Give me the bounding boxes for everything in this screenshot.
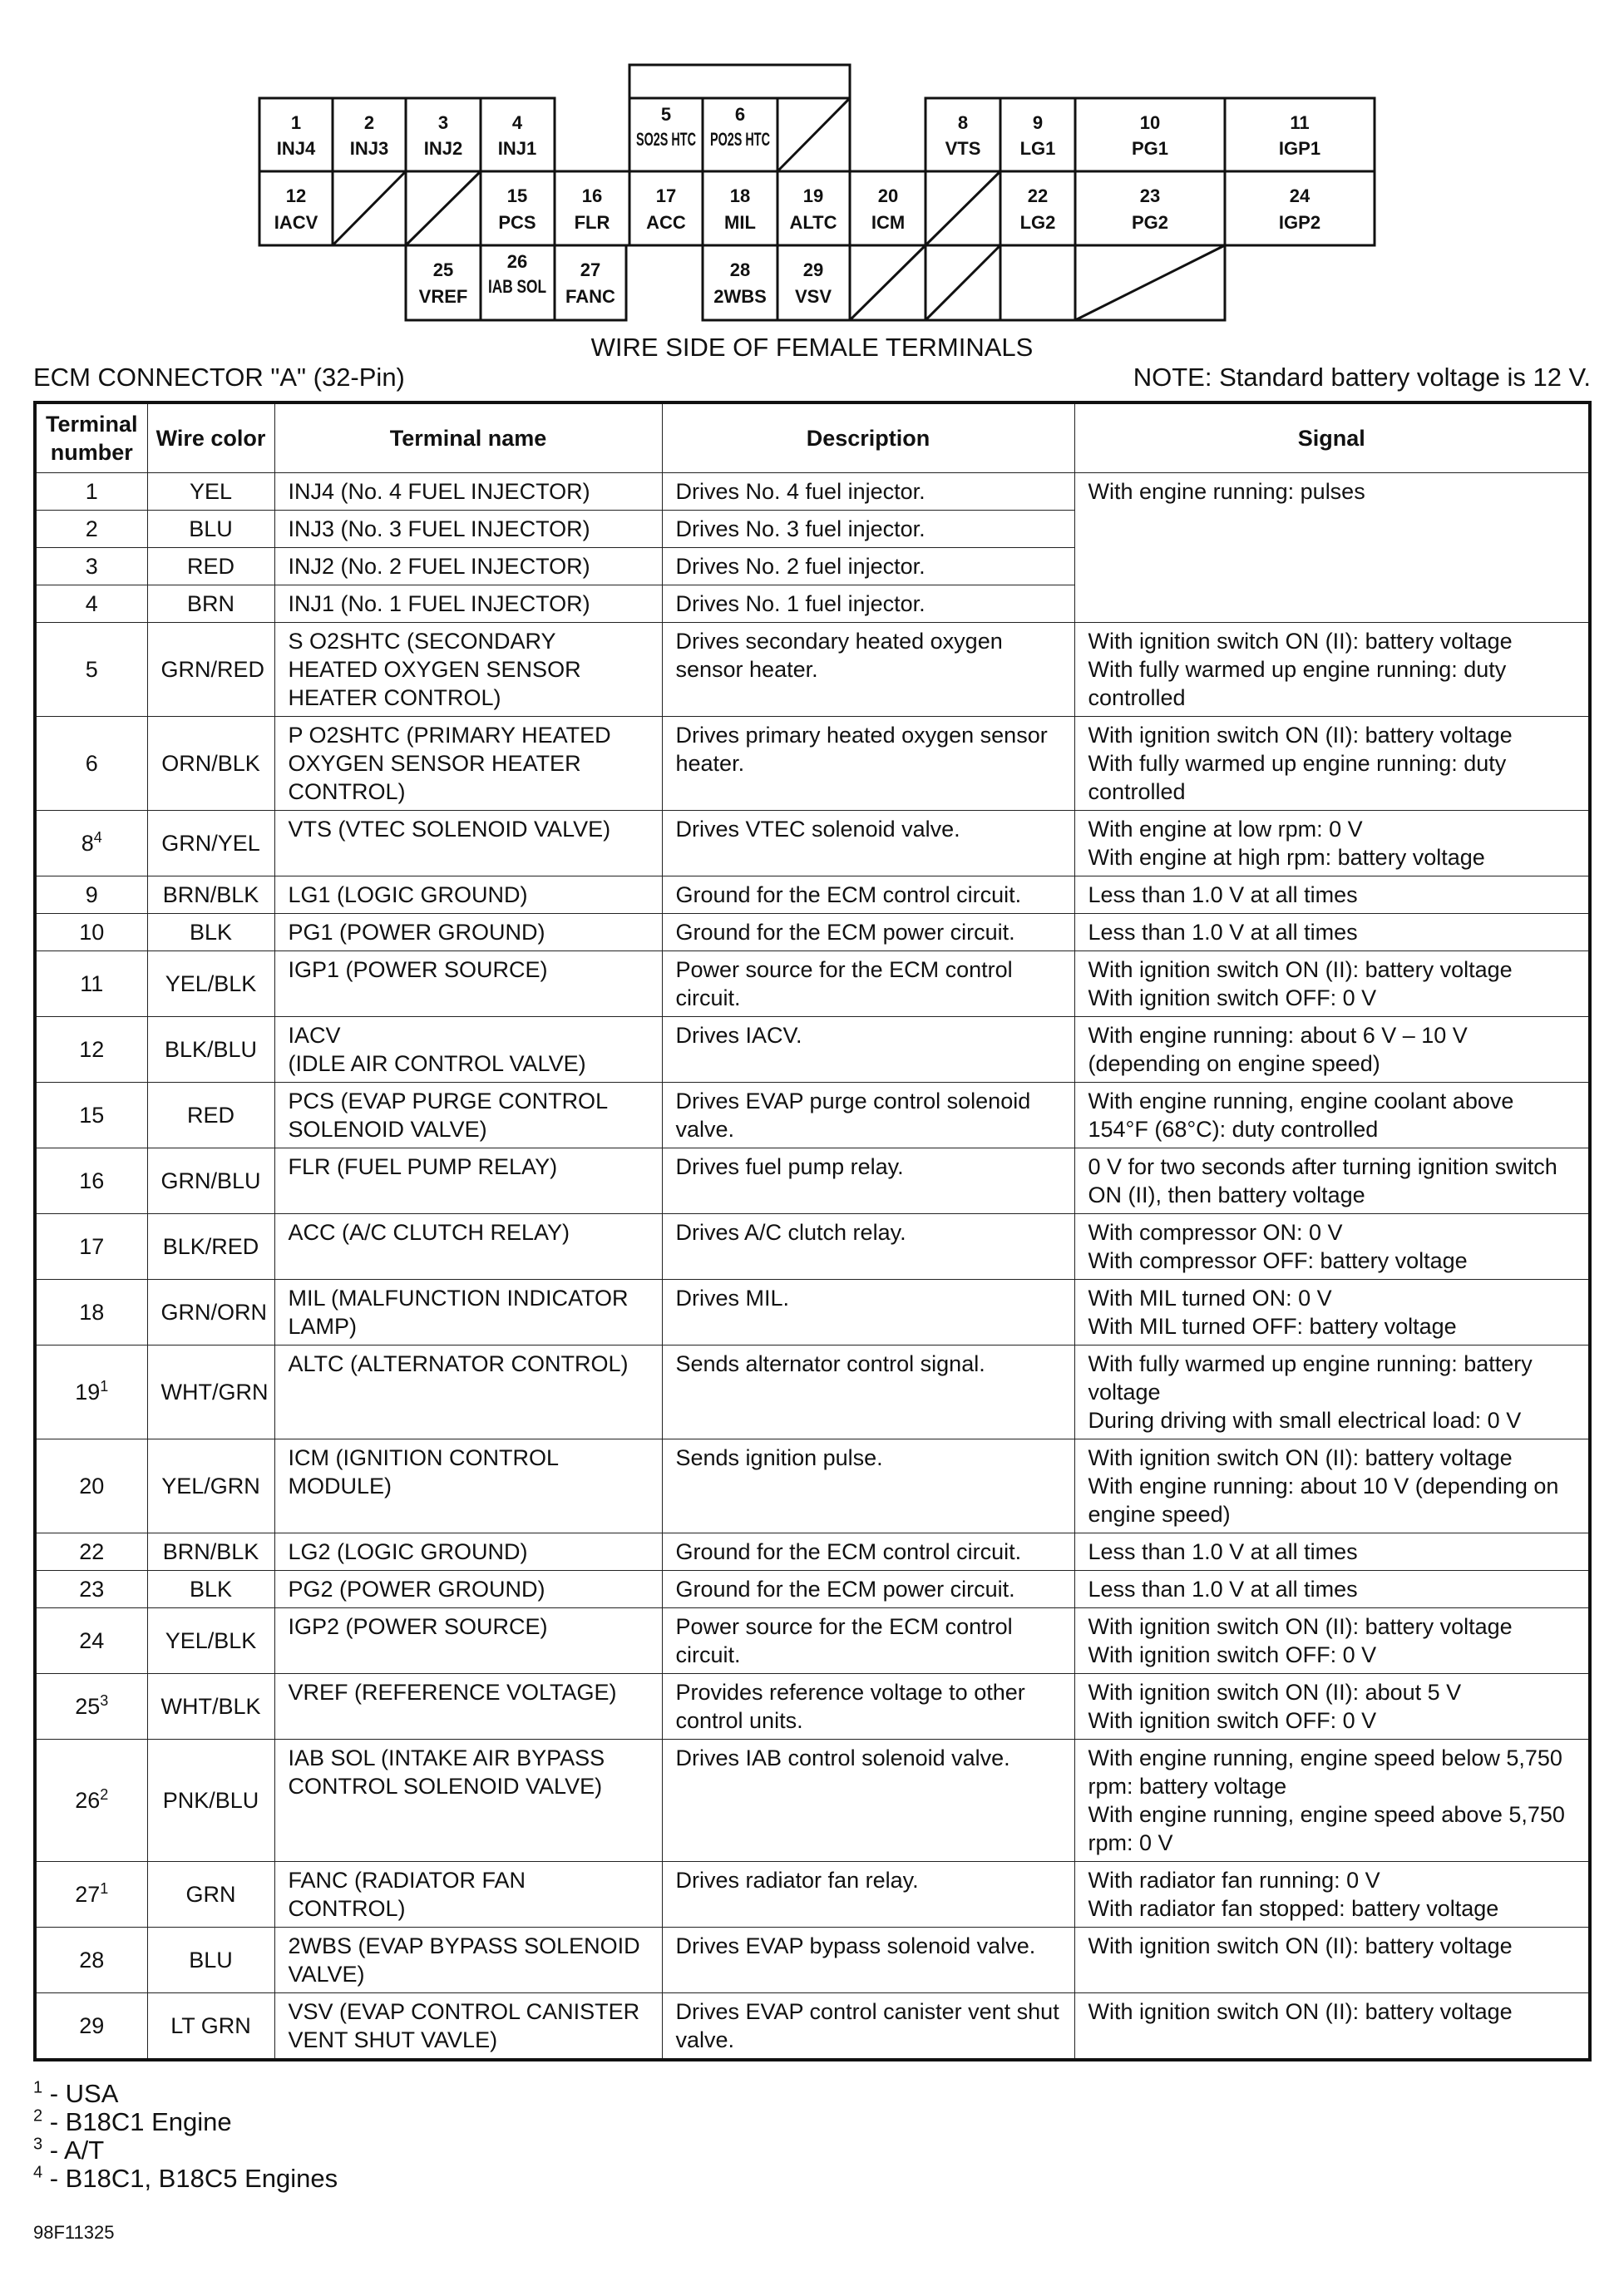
terminal-number: 11 xyxy=(80,971,104,996)
terminal-number: 1 xyxy=(85,479,98,504)
description-cell: Drives IAB control solenoid valve. xyxy=(662,1740,1074,1862)
description-cell: Ground for the ECM power circuit. xyxy=(662,914,1074,951)
terminal-number-cell xyxy=(35,511,147,548)
table-row xyxy=(35,1017,1590,1083)
pin-19-num: 19 xyxy=(802,185,824,206)
terminal-name-cell: LG2 (LOGIC GROUND) xyxy=(274,1533,662,1571)
footnote-mark: 4 xyxy=(33,2163,43,2182)
pin-22-num: 22 xyxy=(1027,185,1049,206)
terminal-number-cell xyxy=(35,1439,147,1533)
table-row xyxy=(35,1740,1590,1862)
wire-color-cell: PNK/BLU xyxy=(147,1740,274,1862)
terminal-name-cell: S O2SHTC (SECONDARY HEATED OXYGEN SENSOR HEATER CONTROL) xyxy=(274,623,662,717)
table-row xyxy=(35,1674,1590,1740)
terminal-name-cell: PG1 (POWER GROUND) xyxy=(274,914,662,951)
terminal-number-cell xyxy=(35,1017,147,1083)
terminal-number-cell xyxy=(35,717,147,811)
terminal-number: 3 xyxy=(85,554,98,579)
footnote-ref: 3 xyxy=(100,1692,109,1709)
footnote-text: - USA xyxy=(42,2079,119,2108)
terminal-name-cell: PCS (EVAP PURGE CONTROL SOLENOID VALVE) xyxy=(274,1083,662,1148)
terminal-name-cell: IACV (IDLE AIR CONTROL VALVE) xyxy=(274,1017,662,1083)
pin-6-name: PO2S HTC xyxy=(710,129,771,150)
signal-cell: With ignition switch ON (II): battery voltage With ignition switch OFF: 0 V xyxy=(1074,951,1590,1017)
terminal-name-cell: 2WBS (EVAP BYPASS SOLENOID VALVE) xyxy=(274,1928,662,1993)
terminal-name-cell: FANC (RADIATOR FAN CONTROL) xyxy=(274,1862,662,1928)
pin-8-name: VTS xyxy=(945,138,981,159)
wire-color-cell: YEL/BLK xyxy=(147,951,274,1017)
table-row xyxy=(35,1439,1590,1533)
terminal-number: 8 xyxy=(81,831,94,856)
wire-color-cell: WHT/GRN xyxy=(147,1346,274,1439)
battery-note: NOTE: Standard battery voltage is 12 V. xyxy=(1133,363,1591,392)
terminal-number: 16 xyxy=(79,1168,105,1193)
signal-cell: With engine at low rpm: 0 V With engine at high rpm: battery voltage xyxy=(1074,811,1590,876)
terminal-name-cell: ACC (A/C CLUTCH RELAY) xyxy=(274,1214,662,1280)
terminal-table xyxy=(33,401,1592,2061)
description-cell: Sends ignition pulse. xyxy=(662,1439,1074,1533)
footnote-mark: 1 xyxy=(33,2078,43,2097)
wire-color-cell: GRN xyxy=(147,1862,274,1928)
signal-cell: With ignition switch ON (II): battery voltage With fully warmed up engine running: duty controlled xyxy=(1074,623,1590,717)
pin-5-num: 5 xyxy=(660,104,672,125)
figure-code: 98F11325 xyxy=(33,2222,115,2243)
wire-color-cell: BLK xyxy=(147,914,274,951)
description-cell: Provides reference voltage to other control units. xyxy=(662,1674,1074,1740)
terminal-name-cell: LG1 (LOGIC GROUND) xyxy=(274,876,662,914)
pin-24-name: IGP2 xyxy=(1278,212,1321,233)
description-cell: Drives No. 2 fuel injector. xyxy=(662,548,1074,585)
terminal-number-cell xyxy=(35,1740,147,1862)
pin-10-name: PG1 xyxy=(1131,138,1169,159)
pin-5-name: SO2S HTC xyxy=(636,129,697,150)
pin-26-name: IAB SOL xyxy=(488,276,546,297)
wire-color-cell: BLU xyxy=(147,511,274,548)
terminal-number: 24 xyxy=(79,1628,105,1653)
terminal-number: 12 xyxy=(79,1037,105,1062)
terminal-name-cell: MIL (MALFUNCTION INDICATOR LAMP) xyxy=(274,1280,662,1346)
description-cell: Drives EVAP purge control solenoid valve. xyxy=(662,1083,1074,1148)
table-row xyxy=(35,1148,1590,1214)
description-cell: Drives secondary heated oxygen sensor heater. xyxy=(662,623,1074,717)
terminal-name-cell: FLR (FUEL PUMP RELAY) xyxy=(274,1148,662,1214)
footnote xyxy=(33,2136,104,2165)
wire-color-cell: BRN/BLK xyxy=(147,1533,274,1571)
description-cell: Drives IACV. xyxy=(662,1017,1074,1083)
description-cell: Drives No. 4 fuel injector. xyxy=(662,473,1074,511)
table-row xyxy=(35,623,1590,717)
pin-23-num: 23 xyxy=(1139,185,1161,206)
wire-color-cell: ORN/BLK xyxy=(147,717,274,811)
terminal-table-body xyxy=(35,473,1590,2061)
terminal-number: 22 xyxy=(79,1539,105,1564)
pin-15-name: PCS xyxy=(498,212,536,233)
terminal-number: 26 xyxy=(75,1788,101,1813)
signal-cell: With ignition switch ON (II): battery voltage With fully warmed up engine running: duty controlled xyxy=(1074,717,1590,811)
pin-27-name: FANC xyxy=(565,286,615,307)
footnote xyxy=(33,2079,118,2109)
terminal-name-cell: P O2SHTC (PRIMARY HEATED OXYGEN SENSOR HEATER CONTROL) xyxy=(274,717,662,811)
description-cell: Sends alternator control signal. xyxy=(662,1346,1074,1439)
footnote-ref: 2 xyxy=(100,1786,109,1803)
description-cell: Ground for the ECM power circuit. xyxy=(662,1571,1074,1608)
terminal-number: 27 xyxy=(75,1882,101,1907)
pin-29-num: 29 xyxy=(802,259,824,280)
pin-16-name: FLR xyxy=(574,212,610,233)
table-row xyxy=(35,1928,1590,1993)
table-row xyxy=(35,1862,1590,1928)
table-row xyxy=(35,1608,1590,1674)
footnote-mark: 2 xyxy=(33,2106,43,2126)
wire-color-cell: BLU xyxy=(147,1928,274,1993)
wire-color-cell: YEL xyxy=(147,473,274,511)
pin-29-name: VSV xyxy=(794,286,832,307)
terminal-name-cell: IGP2 (POWER SOURCE) xyxy=(274,1608,662,1674)
col-terminal-number: Terminal number xyxy=(35,402,147,473)
pin-2-num: 2 xyxy=(363,112,375,133)
terminal-number: 28 xyxy=(79,1948,105,1973)
terminal-name-cell: INJ2 (No. 2 FUEL INJECTOR) xyxy=(274,548,662,585)
pin-4-name: INJ1 xyxy=(497,138,537,159)
signal-cell: With engine running: about 6 V – 10 V (depending on engine speed) xyxy=(1074,1017,1590,1083)
pin-4-num: 4 xyxy=(511,112,523,133)
wire-color-cell: YEL/GRN xyxy=(147,1439,274,1533)
terminal-number-cell xyxy=(35,585,147,623)
pin-6-num: 6 xyxy=(734,104,746,125)
terminal-number-cell xyxy=(35,1674,147,1740)
wire-color-cell: LT GRN xyxy=(147,1993,274,2061)
pin-11-name: IGP1 xyxy=(1278,138,1321,159)
pin-23-name: PG2 xyxy=(1131,212,1169,233)
table-row xyxy=(35,1533,1590,1571)
table-row xyxy=(35,951,1590,1017)
table-row xyxy=(35,473,1590,511)
signal-cell: Less than 1.0 V at all times xyxy=(1074,1571,1590,1608)
connector-caption: WIRE SIDE OF FEMALE TERMINALS xyxy=(590,333,1034,362)
terminal-name-cell: VTS (VTEC SOLENOID VALVE) xyxy=(274,811,662,876)
pin-2-name: INJ3 xyxy=(349,138,389,159)
terminal-number-cell xyxy=(35,548,147,585)
terminal-number-cell xyxy=(35,811,147,876)
footnote-ref: 1 xyxy=(100,1880,109,1897)
terminal-number: 20 xyxy=(79,1474,105,1499)
wire-color-cell: WHT/BLK xyxy=(147,1674,274,1740)
terminal-name-cell: INJ4 (No. 4 FUEL INJECTOR) xyxy=(274,473,662,511)
table-row xyxy=(35,1346,1590,1439)
terminal-number-cell xyxy=(35,1608,147,1674)
wire-color-cell: RED xyxy=(147,1083,274,1148)
signal-cell: With ignition switch ON (II): about 5 V With ignition switch OFF: 0 V xyxy=(1074,1674,1590,1740)
terminal-number: 17 xyxy=(79,1234,105,1259)
terminal-number: 9 xyxy=(85,882,98,907)
terminal-number-cell xyxy=(35,1862,147,1928)
description-cell: Ground for the ECM control circuit. xyxy=(662,876,1074,914)
terminal-name-cell: IAB SOL (INTAKE AIR BYPASS CONTROL SOLENOID VALVE) xyxy=(274,1740,662,1862)
description-cell: Drives fuel pump relay. xyxy=(662,1148,1074,1214)
description-cell: Drives EVAP bypass solenoid valve. xyxy=(662,1928,1074,1993)
terminal-number: 29 xyxy=(79,2013,105,2038)
pin-17-num: 17 xyxy=(655,185,677,206)
terminal-number-cell xyxy=(35,1533,147,1571)
footnote xyxy=(33,2107,232,2137)
pin-3-num: 3 xyxy=(437,112,449,133)
pin-27-num: 27 xyxy=(580,259,601,280)
pin-10-num: 10 xyxy=(1139,112,1161,133)
page-title: ECM CONNECTOR "A" (32-Pin) xyxy=(33,363,405,392)
terminal-name-cell: INJ3 (No. 3 FUEL INJECTOR) xyxy=(274,511,662,548)
pin-18-name: MIL xyxy=(724,212,756,233)
connector-diagram xyxy=(0,0,1624,333)
terminal-number-cell xyxy=(35,1571,147,1608)
wire-color-cell: BLK xyxy=(147,1571,274,1608)
footnote xyxy=(33,2164,338,2194)
terminal-name-cell: ALTC (ALTERNATOR CONTROL) xyxy=(274,1346,662,1439)
terminal-number: 2 xyxy=(85,516,98,541)
pin-18-num: 18 xyxy=(729,185,751,206)
pin-19-name: ALTC xyxy=(789,212,837,233)
pin-9-num: 9 xyxy=(1032,112,1044,133)
col-wire-color: Wire color xyxy=(147,402,274,473)
description-cell: Ground for the ECM control circuit. xyxy=(662,1533,1074,1571)
pin-15-num: 15 xyxy=(506,185,528,206)
pin-9-name: LG1 xyxy=(1019,138,1056,159)
pin-8-num: 8 xyxy=(957,112,969,133)
signal-cell: With engine running, engine coolant above 154°F (68°C): duty controlled xyxy=(1074,1083,1590,1148)
terminal-number-cell xyxy=(35,914,147,951)
pin-28-name: 2WBS xyxy=(713,286,767,307)
description-cell: Drives No. 1 fuel injector. xyxy=(662,585,1074,623)
terminal-number: 5 xyxy=(85,657,98,682)
terminal-number-cell xyxy=(35,473,147,511)
terminal-number: 15 xyxy=(79,1103,105,1128)
pin-17-name: ACC xyxy=(646,212,686,233)
table-row xyxy=(35,1280,1590,1346)
wire-color-cell: RED xyxy=(147,548,274,585)
signal-cell: With ignition switch ON (II): battery voltage With engine running: about 10 V (depending on engine speed) xyxy=(1074,1439,1590,1533)
table-row xyxy=(35,1993,1590,2061)
wire-color-cell: GRN/BLU xyxy=(147,1148,274,1214)
terminal-name-cell: PG2 (POWER GROUND) xyxy=(274,1571,662,1608)
terminal-number-cell xyxy=(35,1346,147,1439)
pin-24-num: 24 xyxy=(1289,185,1311,206)
terminal-number: 23 xyxy=(79,1577,105,1602)
pin-25-num: 25 xyxy=(432,259,454,280)
terminal-number-cell xyxy=(35,1280,147,1346)
terminal-number: 19 xyxy=(75,1380,101,1405)
terminal-number: 10 xyxy=(79,920,105,945)
footnote-text: - B18C1, B18C5 Engines xyxy=(42,2164,338,2193)
footnote-ref: 1 xyxy=(100,1378,109,1395)
terminal-number-cell xyxy=(35,1214,147,1280)
description-cell: Drives VTEC solenoid valve. xyxy=(662,811,1074,876)
signal-cell: With ignition switch ON (II): battery voltage With ignition switch OFF: 0 V xyxy=(1074,1608,1590,1674)
pin-1-name: INJ4 xyxy=(276,138,316,159)
pin-26-num: 26 xyxy=(506,251,528,272)
footnote-text: - B18C1 Engine xyxy=(42,2107,232,2136)
signal-cell: Less than 1.0 V at all times xyxy=(1074,876,1590,914)
wire-color-cell: GRN/RED xyxy=(147,623,274,717)
pin-20-name: ICM xyxy=(871,212,906,233)
wire-color-cell: BLK/BLU xyxy=(147,1017,274,1083)
signal-cell: With radiator fan running: 0 V With radiator fan stopped: battery voltage xyxy=(1074,1862,1590,1928)
wire-color-cell: GRN/YEL xyxy=(147,811,274,876)
footnote-text: - A/T xyxy=(42,2136,105,2165)
terminal-number-cell xyxy=(35,876,147,914)
terminal-name-cell: VSV (EVAP CONTROL CANISTER VENT SHUT VAVLE) xyxy=(274,1993,662,2061)
signal-cell: 0 V for two seconds after turning ignition switch ON (II), then battery voltage xyxy=(1074,1148,1590,1214)
signal-cell: With fully warmed up engine running: battery voltage During driving with small electrical load: 0 V xyxy=(1074,1346,1590,1439)
terminal-number-cell xyxy=(35,1083,147,1148)
description-cell: Drives primary heated oxygen sensor heater. xyxy=(662,717,1074,811)
pin-11-num: 11 xyxy=(1290,112,1310,133)
pin-20-num: 20 xyxy=(877,185,899,206)
terminal-number-cell xyxy=(35,1928,147,1993)
wire-color-cell: BRN/BLK xyxy=(147,876,274,914)
pin-22-name: LG2 xyxy=(1019,212,1056,233)
table-row xyxy=(35,717,1590,811)
description-cell: Drives No. 3 fuel injector. xyxy=(662,511,1074,548)
pin-3-name: INJ2 xyxy=(423,138,463,159)
signal-cell: With ignition switch ON (II): battery voltage xyxy=(1074,1928,1590,1993)
table-header-row xyxy=(35,402,1590,473)
col-signal: Signal xyxy=(1074,402,1590,473)
terminal-number-cell xyxy=(35,951,147,1017)
terminal-number: 18 xyxy=(79,1300,105,1325)
description-cell: Power source for the ECM control circuit. xyxy=(662,951,1074,1017)
description-cell: Power source for the ECM control circuit. xyxy=(662,1608,1074,1674)
terminal-name-cell: IGP1 (POWER SOURCE) xyxy=(274,951,662,1017)
pin-16-num: 16 xyxy=(581,185,603,206)
signal-cell: Less than 1.0 V at all times xyxy=(1074,914,1590,951)
terminal-name-cell: VREF (REFERENCE VOLTAGE) xyxy=(274,1674,662,1740)
signal-cell: Less than 1.0 V at all times xyxy=(1074,1533,1590,1571)
signal-cell: With engine running, engine speed below 5,750 rpm: battery voltage With engine running, engine speed above 5,750 rpm: 0 V xyxy=(1074,1740,1590,1862)
signal-cell: With ignition switch ON (II): battery voltage xyxy=(1074,1993,1590,2061)
pin-25-name: VREF xyxy=(418,286,468,307)
wire-color-cell: BLK/RED xyxy=(147,1214,274,1280)
terminal-number-cell xyxy=(35,1148,147,1214)
description-cell: Drives EVAP control canister vent shut valve. xyxy=(662,1993,1074,2061)
wire-color-cell: GRN/ORN xyxy=(147,1280,274,1346)
terminal-name-cell: ICM (IGNITION CONTROL MODULE) xyxy=(274,1439,662,1533)
table-row xyxy=(35,1571,1590,1608)
wire-color-cell: YEL/BLK xyxy=(147,1608,274,1674)
footnote-mark: 3 xyxy=(33,2135,43,2154)
table-row xyxy=(35,1214,1590,1280)
footnote-ref: 4 xyxy=(93,829,102,846)
terminal-number: 25 xyxy=(75,1694,101,1719)
table-row xyxy=(35,914,1590,951)
col-description: Description xyxy=(662,402,1074,473)
col-terminal-name: Terminal name xyxy=(274,402,662,473)
terminal-number-cell xyxy=(35,623,147,717)
table-row xyxy=(35,1083,1590,1148)
terminal-name-cell: INJ1 (No. 1 FUEL INJECTOR) xyxy=(274,585,662,623)
description-cell: Drives A/C clutch relay. xyxy=(662,1214,1074,1280)
terminal-number: 6 xyxy=(85,751,98,776)
signal-cell: With compressor ON: 0 V With compressor OFF: battery voltage xyxy=(1074,1214,1590,1280)
pin-12-name: IACV xyxy=(274,212,318,233)
pin-12-num: 12 xyxy=(285,185,307,206)
terminal-number: 4 xyxy=(85,591,98,616)
pin-1-num: 1 xyxy=(290,112,302,133)
signal-cell: With MIL turned ON: 0 V With MIL turned OFF: battery voltage xyxy=(1074,1280,1590,1346)
signal-cell: With engine running: pulses xyxy=(1074,473,1590,623)
table-row xyxy=(35,876,1590,914)
pin-28-num: 28 xyxy=(729,259,751,280)
wire-color-cell: BRN xyxy=(147,585,274,623)
description-cell: Drives MIL. xyxy=(662,1280,1074,1346)
terminal-number-cell xyxy=(35,1993,147,2061)
table-row xyxy=(35,811,1590,876)
description-cell: Drives radiator fan relay. xyxy=(662,1862,1074,1928)
